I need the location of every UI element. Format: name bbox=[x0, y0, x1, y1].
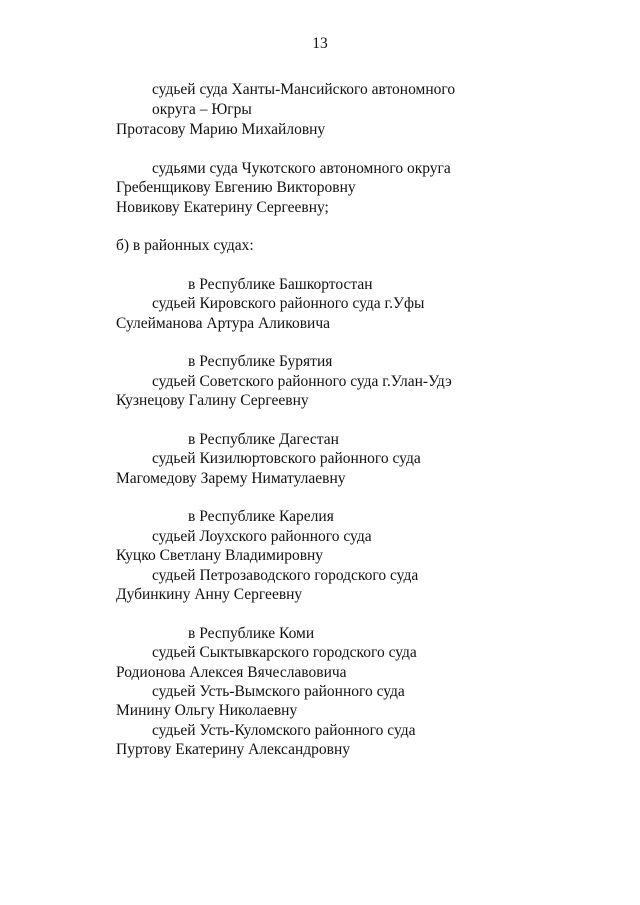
page-number: 13 bbox=[312, 35, 328, 52]
text-line: Кузнецову Галину Сергеевну bbox=[116, 392, 309, 409]
text-line: Магомедову Зарему Ниматулаевну bbox=[116, 470, 346, 487]
text-line: Новикову Екатерину Сергеевну; bbox=[116, 199, 329, 216]
text-line: в Республике Коми bbox=[188, 625, 315, 642]
text-line: в Республике Карелия bbox=[188, 508, 334, 525]
text-line: судьей Усть-Вымского районного суда bbox=[152, 683, 405, 700]
text-line: Куцко Светлану Владимировну bbox=[116, 547, 324, 564]
text-line: судьей Советского районного суда г.Улан-Удэ bbox=[152, 373, 452, 390]
text-line: б) в районных судах: bbox=[116, 237, 254, 254]
text-line: судьями суда Чукотского автономного округа bbox=[152, 160, 451, 177]
text-line: судьей суда Ханты-Мансийского автономного bbox=[152, 81, 456, 98]
text-line: судьей Кизилюртовского районного суда bbox=[152, 450, 421, 467]
text-line: судьей Усть-Куломского районного суда bbox=[152, 722, 416, 739]
text-line: судьей Сыктывкарского городского суда bbox=[152, 644, 417, 661]
text-line: Сулейманова Артура Аликовича bbox=[116, 315, 330, 332]
text-line: Пуртову Екатерину Александровну bbox=[116, 741, 351, 758]
text-line: округа – Югры bbox=[152, 101, 252, 118]
text-line: Гребенщикову Евгению Викторовну bbox=[116, 179, 356, 196]
text-line: Минину Ольгу Николаевну bbox=[116, 702, 298, 719]
text-line: Родионова Алексея Вячеславовича bbox=[116, 664, 347, 681]
text-line: в Республике Дагестан bbox=[188, 431, 339, 448]
text-line: Протасову Марию Михайловну bbox=[116, 121, 326, 138]
text-line: Дубинкину Анну Сергеевну bbox=[116, 586, 303, 603]
text-line: судьей Петрозаводского городского суда bbox=[152, 567, 419, 584]
text-line: судьей Кировского районного суда г.Уфы bbox=[152, 295, 425, 312]
text-line: судьей Лоухского районного суда bbox=[152, 528, 372, 545]
text-line: в Республике Бурятия bbox=[188, 353, 333, 370]
text-line: в Республике Башкортостан bbox=[188, 276, 373, 293]
